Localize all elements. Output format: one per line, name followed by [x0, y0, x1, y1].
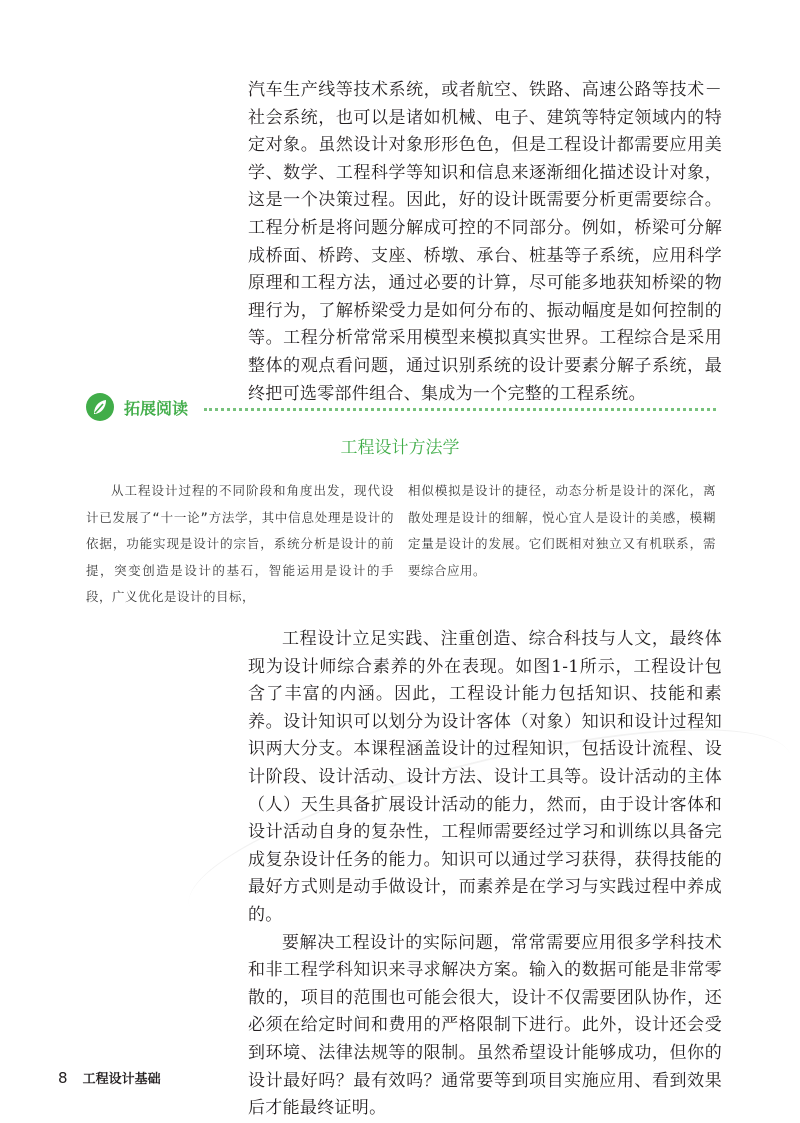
extension-reading-label: 拓展阅读 [124, 399, 189, 418]
body-text-bottom [248, 626, 722, 1123]
body-text-top [248, 77, 722, 408]
paragraph: 工程设计立足实践、注重创造、综合科技与人文，最终体现为设计师综合素养的外在表现。如图1-1所示，工程设计包含了丰富的内涵。因此，工程设计能力包括知识、技能和素养。设计知识可以划分为设计客体（对象）知识和设计过程知识两大分支。本课程涵盖设计的过程知识，包括设计流程、设计阶段、设计活动、设计方法、设计工具等。设计活动的主体（人）天生具备扩展设计活动的能力，然而，由于设计客体和设计活动自身的复杂性，工程师需要经过学习和训练以具备完成复杂设计任务的能力。知识可以通过学习获得，获得技能的最好方式则是动手做设计，而素养是在学习与实践过程中养成的。 [248, 629, 722, 925]
page-footer [58, 1068, 161, 1087]
paragraph: 汽车生产线等技术系统，或者航空、铁路、高速公路等技术－社会系统，也可以是诸如机械、电子、建筑等特定领域内的特定对象。虽然设计对象形形色色，但是工程设计都需要应用美学、数学、工程科学等知识和信息来逐渐细化描述设计对象，这是一个决策过程。因此，好的设计既需要分析更需要综合。工程分析是将问题分解成可控的不同部分。例如，桥梁可分解成桥面、桥跨、支座、桥墩、承台、桩基等子系统，应用科学原理和工程方法，通过必要的计算，尽可能多地获知桥梁的物理行为，了解桥梁受力是如何分布的、振动幅度是如何控制的等。工程分析常常采用模型来模拟真实世界。工程综合是采用整体的观点看问题，通过识别系统的设计要素分解子系统，最终把可选零部件组合、集成为一个完整的工程系统。 [248, 80, 722, 404]
extension-reading-header [86, 393, 716, 425]
leaf-icon [86, 393, 114, 421]
paragraph: 要解决工程设计的实际问题，常常需要应用很多学科技术和非工程学科知识来寻求解决方案。输入的数据可能是非常零散的，项目的范围也可能会很大，设计不仅需要团队协作，还必须在给定时间和费用的严格限制下进行。此外，设计还会受到环境、法律法规等的限制。虽然希望设计能够成功，但你的设计最好吗？最有效吗？通常要等到项目实施应用、看到效果后才能最终证明。 [248, 932, 722, 1119]
dotted-divider [204, 408, 716, 411]
extension-column-left [86, 478, 394, 611]
page-number: 8 [58, 1069, 68, 1087]
extension-text-right: 相似模拟是设计的捷径，动态分析是设计的深化，离散处理是设计的细解，悦心宜人是设计的美感，模糊定量是设计的发展。它们既相对独立又有机联系，需要综合应用。 [408, 483, 716, 578]
extension-heading: 工程设计方法学 [340, 438, 460, 458]
book-title: 工程设计基础 [82, 1072, 161, 1087]
extension-text-left: 从工程设计过程的不同阶段和角度出发，现代设计已发展了“十一论”方法学，其中信息处理是设计的依据，功能实现是设计的宗旨，系统分析是设计的前提，突变创造是设计的基石，智能运用是设计的手段，广义优化是设计的目标， [86, 483, 394, 604]
extension-column-right [408, 478, 716, 584]
